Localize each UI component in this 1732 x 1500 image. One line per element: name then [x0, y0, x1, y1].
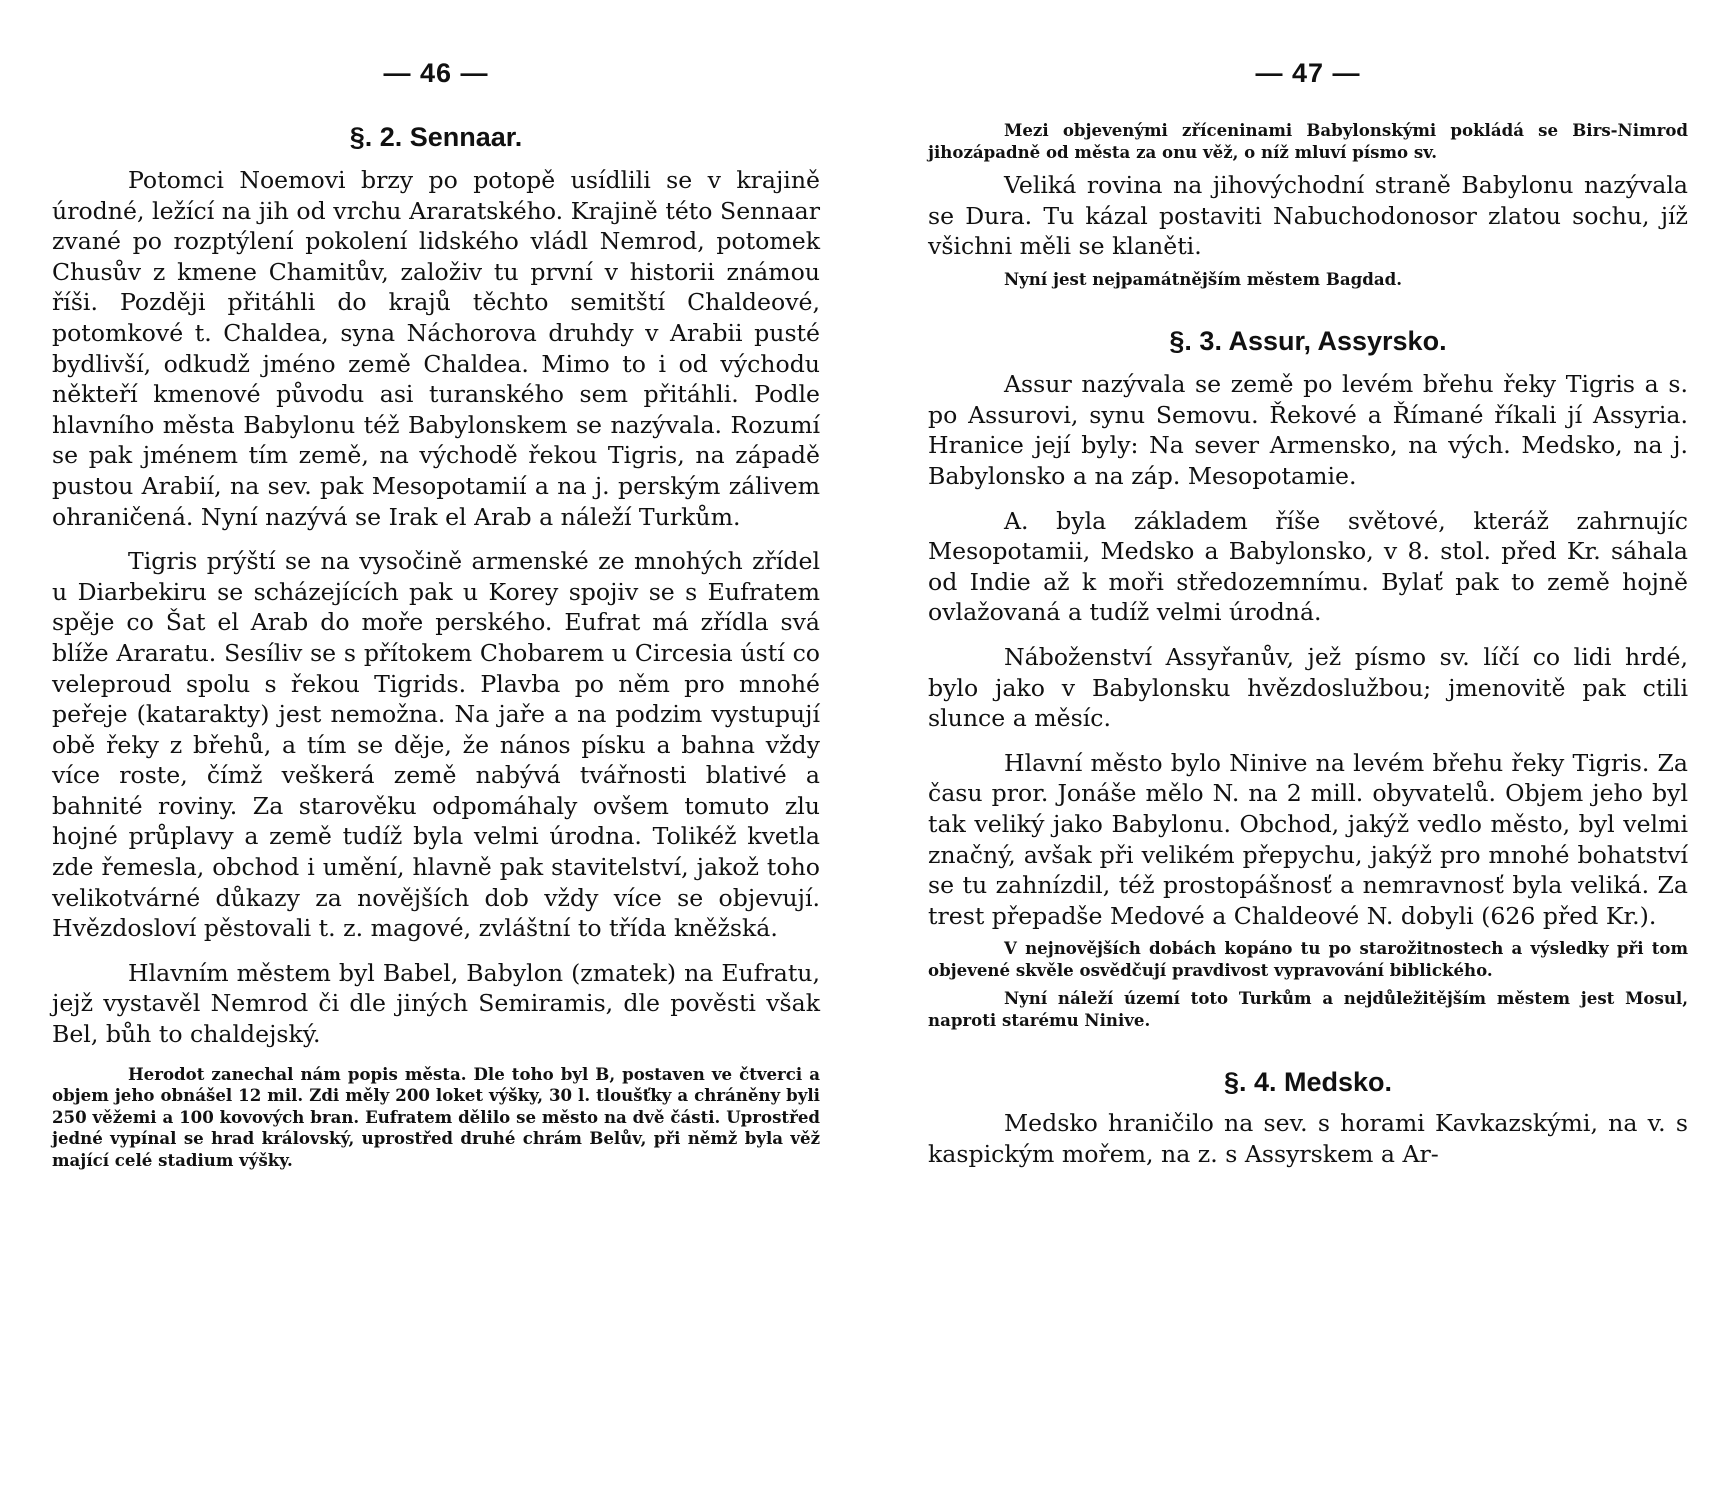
- left-page: [52, 0, 820, 1500]
- right-page: [928, 0, 1688, 1500]
- note-excavations: V nejnovějších dobách kopáno tu po starožitnostech a výsledky při tom objevené skvěle osvědčují pravdivost vypravování biblického.: [928, 938, 1688, 980]
- page-number-left: — 46 —: [383, 58, 489, 88]
- paragraph-sennaar-intro: Potomci Noemovi brzy po potopě usídlili se v krajině úrodné, ležící na jih od vrchu Araratského. Krajině této Sennaar zvané po rozptýlení pokolení lidského vládl Nemrod, potomek Chusův z kmene Chamitův, založiv tu první v historii známou říši. Později přitáhli do krajů těchto semitští Chaldeové, potomkové t. Chaldea, syna Náchorova druhdy v Arabii pusté bydlivší, odkudž jméno země Chaldea. Mimo to i od východu někteří kmenové původu asi turanského sem přitáhli. Podle hlavního města Babylonu též Babylonskem se nazývala. Rozumí se pak jménem tím země, na východě řekou Tigris, na západě pustou Arabií, na sev. pak Mesopotamií a na j. perským zálivem ohraničená. Nyní nazývá se Irak el Arab a náleží Turkům.: [52, 166, 820, 531]
- paragraph-dura: Veliká rovina na jihovýchodní straně Babylonu nazývala se Dura. Tu kázal postaviti Nabuchodonosor zlatou sochu, jíž všichni měli se klaněti.: [928, 171, 1688, 261]
- paragraph-medsko: Medsko hraničilo na sev. s horami Kavkazskými, na v. s kaspickým mořem, na z. s Assyrskem a Ar-: [928, 1109, 1688, 1168]
- section-title-sennaar: §. 2. Sennaar.: [349, 122, 523, 152]
- section-title-medsko: §. 4. Medsko.: [1223, 1067, 1393, 1098]
- paragraph-ninive: Hlavní město bylo Ninive na levém břehu řeky Tigris. Za času pror. Jonáše mělo N. na 2 mill. obyvatelů. Objem jeho byl tak veliký jako Babylonu. Obchod, jakýž vedlo město, byl velmi značný, avšak při velikém přepychu, jakýž pro mnohé bohatství se tu zahnízdil, též prostopášnosť a nemravnosť byla veliká. Za trest přepadše Medové a Chaldeové N. dobyli (626 před Kr.).: [928, 748, 1688, 930]
- footnote-herodot: Herodot zanechal nám popis města. Dle toho byl B, postaven ve čtverci a objem jeho obnášel 12 mil. Zdi měly 200 loket výšky, 30 l. tloušťky a chráněny byli 250 věžemi a 100 kovových bran. Eufratem dělilo se město na dvě části. Uprostřed jedné vypínal se hrad královský, uprostřed druhé chrám Belův, při němž byla věž mající celé stadium výšky.: [52, 1063, 820, 1170]
- section-title-assur: §. 3. Assur, Assyrsko.: [1169, 326, 1447, 357]
- paragraph-assur-intro: Assur nazývala se země po levém břehu řeky Tigris a s. po Assurovi, synu Semovu. Řekové a Římané říkali jí Assyria. Hranice její byly: Na sever Armensko, na vých. Medsko, na j. Babylonsko a na záp. Mesopotamie.: [928, 370, 1688, 491]
- paragraph-babylon: Hlavním městem byl Babel, Babylon (zmatek) na Eufratu, jejž vystavěl Nemrod či dle jiných Semiramis, dle pověsti však Bel, bůh to chaldejský.: [52, 958, 820, 1049]
- note-birs-nimrod: Mezi objevenými zříceninami Babylonskými pokládá se Birs-Nimrod jihozápadně od města za onu věž, o níž mluví písmo sv.: [928, 120, 1688, 162]
- page-number-right: — 47 —: [1255, 58, 1361, 88]
- note-bagdad: Nyní jest nejpamátnějším městem Bagdad.: [1004, 268, 1402, 289]
- note-mosul: Nyní náleží území toto Turkům a nejdůležitějším městem jest Mosul, naproti starému Ninive.: [928, 988, 1688, 1030]
- paragraph-assur-empire: A. byla základem říše světové, kteráž zahrnujíc Mesopotamii, Medsko a Babylonsko, v 8. stol. před Kr. sáhala od Indie až k moři středozemnímu. Bylať pak to země hojně ovlažovaná a tudíž velmi úrodná.: [928, 506, 1688, 627]
- paragraph-tigris-eufrat: Tigris prýští se na vysočině armenské ze mnohých zřídel u Diarbekiru se scházejících pak u Korey spojiv se s Eufratem spěje co Šat el Arab do moře perského. Eufrat má zřídla svá blíže Araratu. Sesíliv se s přítokem Chobarem u Circesia ústí co veleproud spolu s řekou Tigrids. Plavba po něm pro mnohé peřeje (katarakty) jest nemožna. Na jaře a na podzim vystupují obě řeky z břehů, a tím se děje, že nános písku a bahna vždy více roste, čímž veškerá země nabývá tvářnosti blativé a bahnité roviny. Za starověku odpomáhaly ovšem tomuto zlu hojné průplavy a země tudíž byla velmi úrodna. Tolikéž kvetla zde řemesla, obchod i umění, hlavně pak stavitelství, jakož toho velikotvárné důkazy za novějších dob vždy více se objevují. Hvězdosloví pěstovali t. z. magové, zvláštní to třída kněžská.: [52, 547, 820, 943]
- paragraph-assur-religion: Náboženství Assyřanův, jež písmo sv. líčí co lidi hrdé, bylo jako v Babylonsku hvězdoslužbou; jmenovitě pak ctili slunce a měsíc.: [928, 643, 1688, 733]
